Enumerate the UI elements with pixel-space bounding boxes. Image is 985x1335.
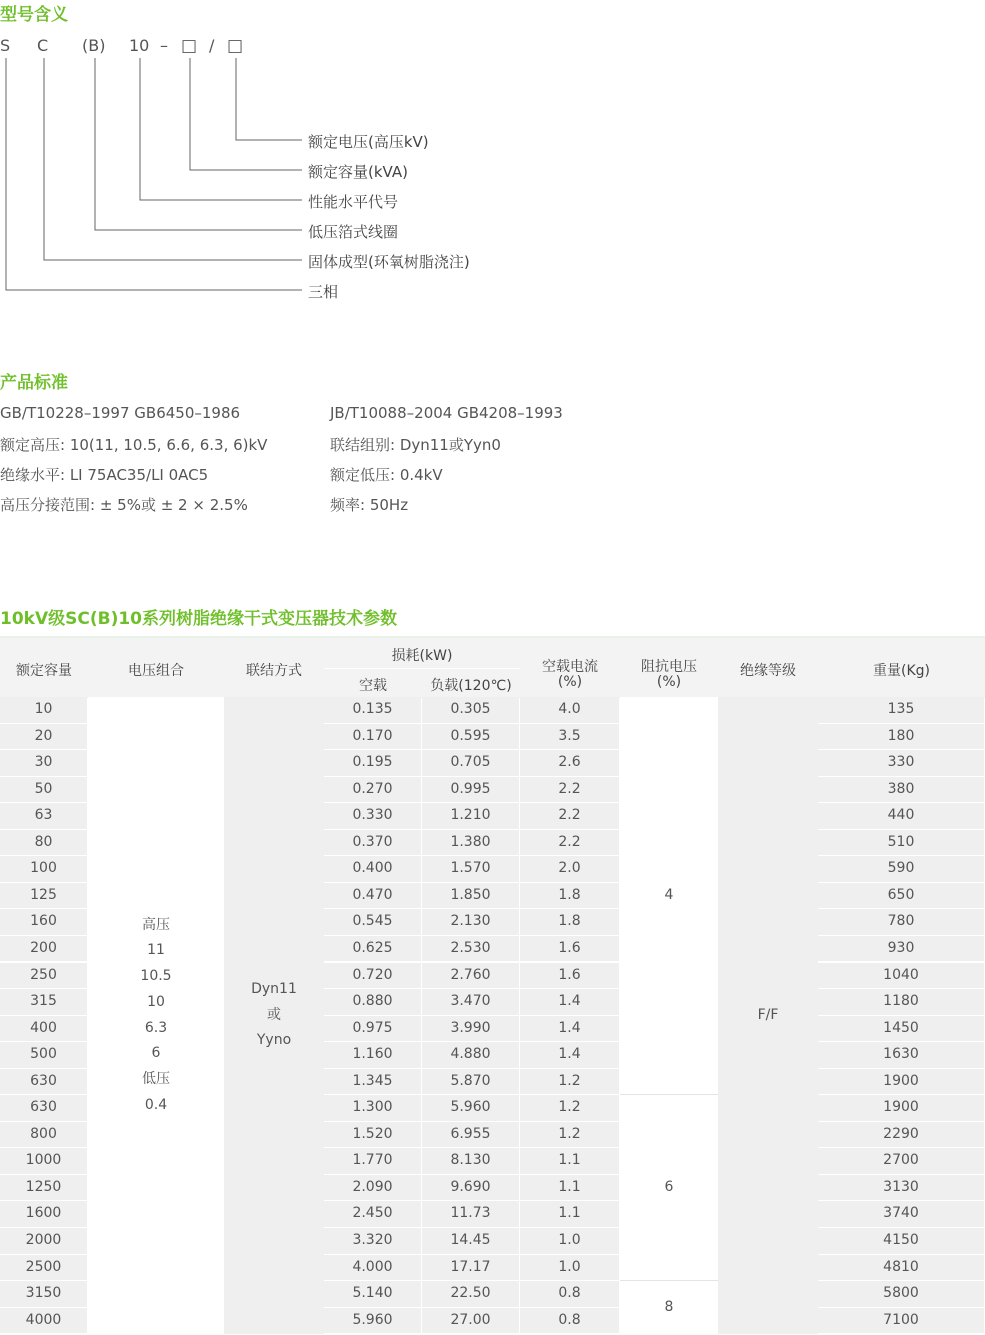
- cell-capacity: 200: [0, 936, 87, 962]
- legend-three-phase: 三相: [308, 283, 339, 301]
- cell-no-load-current: 0.8: [520, 1281, 619, 1307]
- cell-no-load-loss: 0.170: [324, 724, 421, 750]
- cell-weight: 3130: [818, 1175, 984, 1201]
- cell-weight: 440: [818, 803, 984, 829]
- cell-no-load-loss: 0.470: [324, 883, 421, 909]
- cell-no-load-loss: 5.140: [324, 1281, 421, 1307]
- cell-capacity: 30: [0, 750, 87, 776]
- cell-load-loss: 0.705: [422, 750, 519, 776]
- cell-no-load-current: 2.2: [520, 830, 619, 856]
- cell-weight: 510: [818, 830, 984, 856]
- header-current-unit: (%): [557, 674, 583, 690]
- cell-no-load-loss: 2.450: [324, 1201, 421, 1227]
- cell-no-load-current: 2.6: [520, 750, 619, 776]
- cell-no-load-loss: 0.195: [324, 750, 421, 776]
- cell-no-load-loss: 1.520: [324, 1122, 421, 1148]
- cell-capacity: 4000: [0, 1308, 87, 1334]
- cell-no-load-loss: 0.370: [324, 830, 421, 856]
- cell-no-load-current: 1.1: [520, 1148, 619, 1174]
- cell-load-loss: 9.690: [422, 1175, 519, 1201]
- header-insulation: 绝缘等级: [740, 663, 796, 679]
- cell-load-loss: 3.990: [422, 1016, 519, 1042]
- cell-capacity: 2000: [0, 1228, 87, 1254]
- cell-load-loss: 1.210: [422, 803, 519, 829]
- cell-load-loss: 3.470: [422, 989, 519, 1015]
- cell-capacity: 630: [0, 1069, 87, 1095]
- cell-no-load-loss: 4.000: [324, 1255, 421, 1281]
- impedance-cell-6: [620, 1095, 718, 1280]
- cell-no-load-current: 3.5: [520, 724, 619, 750]
- code-part-b: (B): [82, 36, 106, 55]
- cell-load-loss: 5.870: [422, 1069, 519, 1095]
- voltage-line: 10: [147, 993, 165, 1010]
- header-impedance: 阻抗电压: [641, 659, 697, 675]
- cell-load-loss: 8.130: [422, 1148, 519, 1174]
- std-right-1: JB/T10088–2004 GB4208–1993: [330, 404, 563, 422]
- cell-no-load-current: 0.8: [520, 1308, 619, 1334]
- cell-weight: 1180: [818, 989, 984, 1015]
- cell-load-loss: 17.17: [422, 1255, 519, 1281]
- cell-no-load-current: 1.4: [520, 1016, 619, 1042]
- cell-weight: 180: [818, 724, 984, 750]
- cell-no-load-current: 1.8: [520, 909, 619, 935]
- header-loss: 损耗(kW): [391, 648, 453, 664]
- code-part-box-voltage: □: [227, 36, 244, 56]
- cell-capacity: 1600: [0, 1201, 87, 1227]
- cell-no-load-loss: 3.320: [324, 1228, 421, 1254]
- cell-load-loss: 1.570: [422, 856, 519, 882]
- cell-capacity: 250: [0, 963, 87, 989]
- cell-weight: 1450: [818, 1016, 984, 1042]
- cell-load-loss: 0.595: [422, 724, 519, 750]
- header-load: 负载(120℃): [430, 678, 512, 694]
- cell-load-loss: 5.960: [422, 1095, 519, 1121]
- impedance-value: 4: [664, 886, 674, 903]
- cell-load-loss: 0.995: [422, 777, 519, 803]
- cell-no-load-current: 1.2: [520, 1122, 619, 1148]
- insulation-cell: [718, 697, 818, 1334]
- cell-no-load-loss: 2.090: [324, 1175, 421, 1201]
- cell-capacity: 160: [0, 909, 87, 935]
- cell-no-load-loss: 0.975: [324, 1016, 421, 1042]
- cell-no-load-loss: 0.330: [324, 803, 421, 829]
- cell-capacity: 80: [0, 830, 87, 856]
- cell-load-loss: 2.530: [422, 936, 519, 962]
- table-title: 10kV级SC(B)10系列树脂绝缘干式变压器技术参数: [0, 609, 397, 629]
- standards-title: 产品标准: [0, 373, 68, 393]
- cell-load-loss: 0.305: [422, 697, 519, 723]
- cell-weight: 380: [818, 777, 984, 803]
- cell-capacity: 125: [0, 883, 87, 909]
- cell-no-load-current: 1.2: [520, 1069, 619, 1095]
- header-current: 空载电流: [542, 659, 598, 675]
- cell-weight: 2290: [818, 1122, 984, 1148]
- cell-no-load-current: 2.0: [520, 856, 619, 882]
- cell-no-load-current: 1.1: [520, 1175, 619, 1201]
- cell-weight: 4810: [818, 1255, 984, 1281]
- cell-weight: 1900: [818, 1095, 984, 1121]
- cell-no-load-loss: 1.300: [324, 1095, 421, 1121]
- cell-weight: 1900: [818, 1069, 984, 1095]
- legend-cast-resin: 固体成型(环氧树脂浇注): [308, 253, 470, 271]
- std-left-2: 额定高压: 10(11, 10.5, 6.6, 6.3, 6)kV: [0, 436, 268, 454]
- cell-capacity: 500: [0, 1042, 87, 1068]
- cell-capacity: 63: [0, 803, 87, 829]
- cell-no-load-current: 1.0: [520, 1228, 619, 1254]
- cell-no-load-current: 1.6: [520, 936, 619, 962]
- cell-no-load-loss: 0.880: [324, 989, 421, 1015]
- cell-weight: 2700: [818, 1148, 984, 1174]
- cell-no-load-current: 1.0: [520, 1255, 619, 1281]
- cell-capacity: 3150: [0, 1281, 87, 1307]
- cell-weight: 3740: [818, 1201, 984, 1227]
- cell-capacity: 400: [0, 1016, 87, 1042]
- voltage-line: 低压: [142, 1070, 170, 1087]
- cell-weight: 650: [818, 883, 984, 909]
- code-part-dash: –: [160, 36, 168, 55]
- connection-cell: [224, 697, 324, 1334]
- cell-weight: 590: [818, 856, 984, 882]
- legend-foil-coil: 低压箔式线圈: [308, 223, 399, 241]
- cell-weight: 930: [818, 936, 984, 962]
- table-header: [0, 636, 985, 698]
- std-left-1: GB/T10228–1997 GB6450–1986: [0, 404, 241, 422]
- header-no-load: 空载: [359, 678, 387, 694]
- std-right-4: 频率: 50Hz: [330, 496, 409, 514]
- cell-no-load-current: 4.0: [520, 697, 619, 723]
- cell-no-load-loss: 1.160: [324, 1042, 421, 1068]
- std-right-3: 额定低压: 0.4kV: [330, 466, 443, 484]
- voltage-line: 6: [151, 1045, 161, 1062]
- cell-no-load-current: 1.2: [520, 1095, 619, 1121]
- voltage-line: 高压: [142, 916, 170, 933]
- voltage-line: 0.4: [144, 1096, 168, 1113]
- legend-rated-capacity: 额定容量(kVA): [308, 163, 408, 181]
- cell-no-load-current: 1.4: [520, 1042, 619, 1068]
- impedance-value: 6: [664, 1178, 674, 1195]
- cell-no-load-loss: 1.345: [324, 1069, 421, 1095]
- cell-capacity: 10: [0, 697, 87, 723]
- cell-weight: 7100: [818, 1308, 984, 1334]
- cell-load-loss: 1.850: [422, 883, 519, 909]
- cell-capacity: 630: [0, 1095, 87, 1121]
- cell-load-loss: 4.880: [422, 1042, 519, 1068]
- std-left-3: 绝缘水平: LI 75AC35/LI 0AC5: [0, 466, 209, 484]
- voltage-line: 6.3: [144, 1019, 168, 1036]
- impedance-cell-8: [620, 1281, 718, 1334]
- cell-weight: 1040: [818, 963, 984, 989]
- cell-no-load-loss: 0.720: [324, 963, 421, 989]
- cell-weight: 135: [818, 697, 984, 723]
- legend-rated-voltage: 额定电压(高压kV): [308, 133, 429, 151]
- cell-load-loss: 2.130: [422, 909, 519, 935]
- cell-capacity: 20: [0, 724, 87, 750]
- cell-weight: 780: [818, 909, 984, 935]
- connection-line: Dyn11: [251, 980, 297, 997]
- cell-load-loss: 14.45: [422, 1228, 519, 1254]
- std-right-2: 联结组别: Dyn11或Yyn0: [330, 436, 501, 454]
- cell-weight: 330: [818, 750, 984, 776]
- cell-weight: 1630: [818, 1042, 984, 1068]
- cell-no-load-current: 2.2: [520, 777, 619, 803]
- insulation-value: F/F: [757, 1006, 779, 1023]
- cell-no-load-loss: 5.960: [324, 1308, 421, 1334]
- cell-no-load-current: 2.2: [520, 803, 619, 829]
- cell-load-loss: 6.955: [422, 1122, 519, 1148]
- std-left-4: 高压分接范围: ± 5%或 ± 2 × 2.5%: [0, 496, 248, 514]
- cell-capacity: 1000: [0, 1148, 87, 1174]
- cell-capacity: 50: [0, 777, 87, 803]
- cell-capacity: 315: [0, 989, 87, 1015]
- header-loss-divider: [324, 668, 520, 669]
- cell-weight: 5800: [818, 1281, 984, 1307]
- code-part-c: C: [37, 36, 49, 55]
- code-part-10: 10: [129, 36, 150, 55]
- cell-no-load-current: 1.6: [520, 963, 619, 989]
- cell-no-load-current: 1.1: [520, 1201, 619, 1227]
- impedance-value: 8: [664, 1298, 674, 1315]
- connection-line: Yyno: [256, 1032, 292, 1049]
- code-part-box-capacity: □: [181, 36, 198, 56]
- legend-performance-code: 性能水平代号: [308, 193, 399, 211]
- impedance-cell-4: [620, 697, 718, 1094]
- header-connection: 联结方式: [246, 663, 302, 679]
- cell-weight: 4150: [818, 1228, 984, 1254]
- cell-load-loss: 1.380: [422, 830, 519, 856]
- voltage-line: 10.5: [140, 968, 172, 985]
- cell-no-load-loss: 0.270: [324, 777, 421, 803]
- cell-no-load-loss: 0.545: [324, 909, 421, 935]
- model-legend-lines: [0, 0, 320, 300]
- cell-capacity: 100: [0, 856, 87, 882]
- model-meaning-title: 型号含义: [0, 5, 68, 25]
- header-weight: 重量(Kg): [873, 663, 930, 679]
- cell-no-load-loss: 1.770: [324, 1148, 421, 1174]
- cell-capacity: 2500: [0, 1255, 87, 1281]
- cell-no-load-current: 1.4: [520, 989, 619, 1015]
- cell-no-load-current: 1.8: [520, 883, 619, 909]
- cell-no-load-loss: 0.400: [324, 856, 421, 882]
- cell-load-loss: 27.00: [422, 1308, 519, 1334]
- code-part-slash: /: [209, 36, 215, 55]
- connection-line: 或: [267, 1006, 281, 1023]
- cell-no-load-loss: 0.135: [324, 697, 421, 723]
- code-part-s: S: [0, 36, 11, 55]
- header-impedance-unit: (%): [656, 674, 682, 690]
- voltage-line: 11: [147, 942, 165, 959]
- voltage-combo-cell: [88, 697, 224, 1334]
- header-capacity: 额定容量: [16, 663, 72, 679]
- header-voltage: 电压组合: [128, 663, 184, 679]
- cell-load-loss: 2.760: [422, 963, 519, 989]
- cell-load-loss: 22.50: [422, 1281, 519, 1307]
- cell-no-load-loss: 0.625: [324, 936, 421, 962]
- cell-load-loss: 11.73: [422, 1201, 519, 1227]
- cell-capacity: 1250: [0, 1175, 87, 1201]
- cell-capacity: 800: [0, 1122, 87, 1148]
